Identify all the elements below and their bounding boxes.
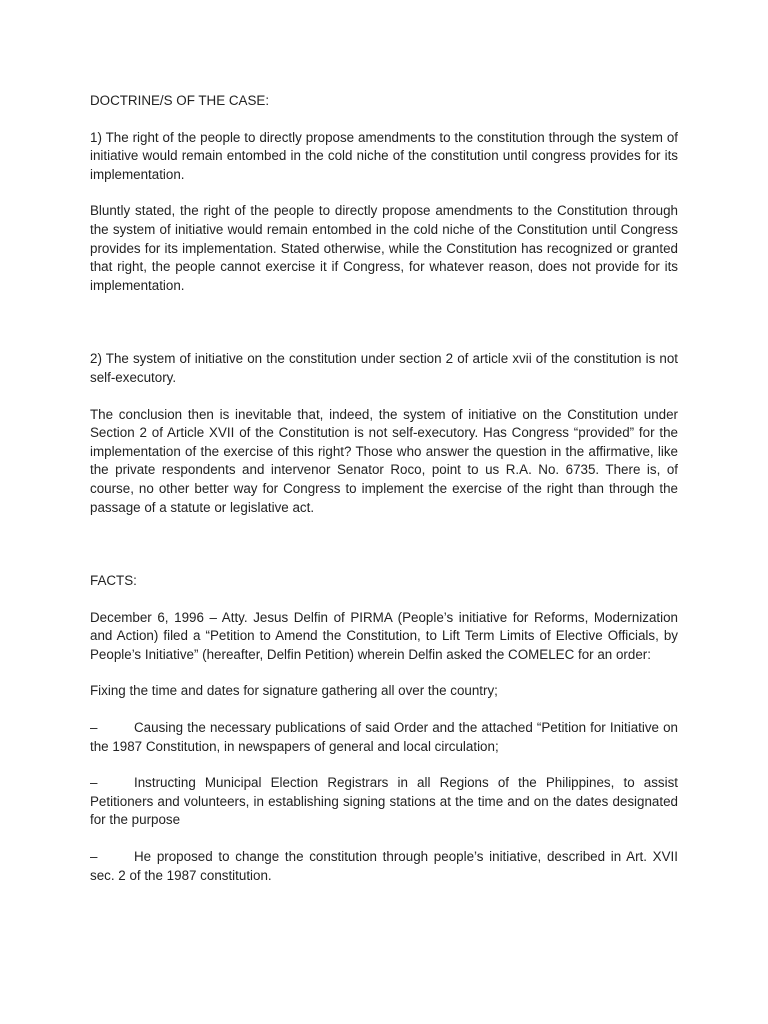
bullet-text: Causing the necessary publications of said Order and the attached “Petition for Initiative on the 1987 Constitution, in newspapers of general and local circulation; [90,720,678,754]
dash-marker: – [90,775,98,791]
facts-bullet-1 [90,719,678,756]
facts-paragraph-1: December 6, 1996 – Atty. Jesus Delfin of PIRMA (People’s initiative for Reforms, Modernization and Action) filed a “Petition to Amend the Constitution, to Lift Term Limits of Elective Officials, by People’s Initiative” (hereafter, Delfin Petition) wherein Delfin asked the COMELEC for an order: [90,609,678,662]
doctrine-heading: DOCTRINE/S OF THE CASE: [90,93,270,108]
facts-bullet-2 [90,774,678,830]
doctrine-paragraph-4: The conclusion then is inevitable that, indeed, the system of initiative on the Constitution under Section 2 of Article XVII of the Constitution is not self-executory. Has Congress “provided” for the implementation of the exercise of this right? Those who answer the question in the affirmative, like the private respondents and intervenor Senator Roco, point to us R.A. No. 6735. There is, of course, no other better way for Congress to implement the exercise of the right than through the passage of a statute or legislative act. [90,406,678,515]
bullet-text: He proposed to change the constitution through people’s initiative, described in Art. XVII sec. 2 of the 1987 constitution. [90,849,678,883]
facts-paragraph-2: Fixing the time and dates for signature gathering all over the country; [90,683,498,699]
document-page [90,92,678,885]
facts-heading: FACTS: [90,573,137,589]
bullet-text: Instructing Municipal Election Registrars in all Regions of the Philippines, to assist Petitioners and volunteers, in establishing signing stations at the time and on the dates designated for the purpose [90,775,678,828]
dash-marker: – [90,720,98,736]
dash-marker: – [90,849,98,865]
doctrine-paragraph-2: Bluntly stated, the right of the people to directly propose amendments to the Constitution through the system of initiative would remain entombed in the cold niche of the Constitution until Congress provides for its implementation. Stated otherwise, while the Constitution has recognized or granted that right, the people cannot exercise it if Congress, for whatever reason, does not provide for its implementation. [90,203,678,293]
doctrine-paragraph-1: 1) The right of the people to directly propose amendments to the constitution through the system of initiative would remain entombed in the cold niche of the constitution until congress provides for its implementation. [90,129,678,182]
doctrine-paragraph-3: 2) The system of initiative on the constitution under section 2 of article xvii of the constitution is not self-executory. [90,351,678,385]
facts-bullet-3 [90,848,678,885]
